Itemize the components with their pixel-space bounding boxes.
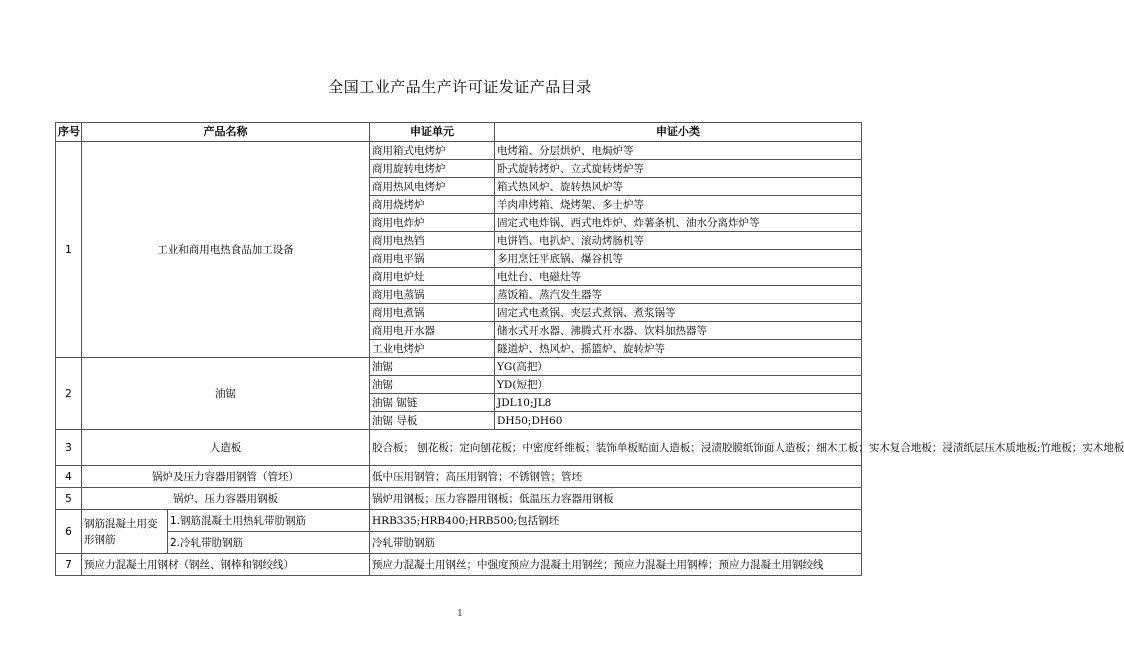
unit-cell: 商用烧烤炉 <box>370 196 495 214</box>
unit-cell: 商用电开水器 <box>370 322 495 340</box>
table-row <box>56 358 862 376</box>
subclass-cell: 电灶台、电磁灶等 <box>495 268 862 286</box>
unit-cell: 商用旋转电烤炉 <box>370 160 495 178</box>
table-row <box>56 466 862 488</box>
product-name-cell: 工业和商用电热食品加工设备 <box>82 142 370 358</box>
page-number: 1 <box>457 609 463 619</box>
unit-cell: 商用电蒸锅 <box>370 286 495 304</box>
table-row <box>56 554 862 576</box>
seq-cell: 1 <box>56 142 82 358</box>
unit-cell: 商用电热铛 <box>370 232 495 250</box>
subclass-cell: JDL10;JL8 <box>495 394 862 412</box>
subclass-cell: 低中压用钢管；高压用钢管；不锈钢管；管坯 <box>370 466 862 488</box>
product-name-cell: 油锯 <box>82 358 370 430</box>
subclass-cell: YD(短把） <box>495 376 862 394</box>
unit-cell: 油锯 <box>370 358 495 376</box>
subclass-cell: 冷轧带肋钢筋 <box>370 532 862 554</box>
sub-product-cell: 2.冷轧带肋钢筋 <box>168 532 370 554</box>
subclass-cell: 预应力混凝土用钢丝；中强度预应力混凝土用钢丝；预应力混凝土用钢棒；预应力混凝土用钢绞线 <box>370 554 862 576</box>
product-name-cell: 锅炉及压力容器用钢管（管坯） <box>82 466 370 488</box>
subclass-cell: 电烤箱、分层烘炉、电焗炉等 <box>495 142 862 160</box>
table-row <box>56 510 862 532</box>
subclass-cell: 胶合板； 刨花板；定向刨花板；中密度纤维板；装饰单板贴面人造板；浸渍胶膜纸饰面人造板；细木工板；实木复合地板；浸渍纸层压木质地板;竹地板；实木地板 <box>370 430 862 466</box>
subclass-cell: 隧道炉、热风炉、摇篮炉、旋转炉等 <box>495 340 862 358</box>
table-row <box>56 430 862 466</box>
seq-cell: 7 <box>56 554 82 576</box>
unit-cell: 工业电烤炉 <box>370 340 495 358</box>
subclass-cell: 卧式旋转烤炉、立式旋转烤炉等 <box>495 160 862 178</box>
table-row <box>56 488 862 510</box>
sub-product-cell: 1.钢筋混凝土用热轧带肋钢筋 <box>168 510 370 532</box>
subclass-cell: 箱式热风炉、旋转热风炉等 <box>495 178 862 196</box>
seq-cell: 5 <box>56 488 82 510</box>
unit-cell: 商用电炉灶 <box>370 268 495 286</box>
seq-cell: 6 <box>56 510 82 554</box>
unit-cell: 商用电煮锅 <box>370 304 495 322</box>
unit-cell: 商用电平锅 <box>370 250 495 268</box>
subclass-cell: HRB335;HRB400;HRB500;包括钢坯 <box>370 510 862 532</box>
table-row <box>56 142 862 160</box>
subclass-cell: YG(高把） <box>495 358 862 376</box>
product-name-cell: 人造板 <box>82 430 370 466</box>
table-row <box>56 532 862 554</box>
seq-cell: 3 <box>56 430 82 466</box>
page-title: 全国工业产品生产许可证发证产品目录 <box>328 78 592 96</box>
header-subclass: 申证小类 <box>495 123 862 142</box>
seq-cell: 2 <box>56 358 82 430</box>
product-catalog-table <box>55 122 1124 576</box>
subclass-cell: 电饼铛、电扒炉、滚动烤肠机等 <box>495 232 862 250</box>
subclass-cell: 蒸饭箱、蒸汽发生器等 <box>495 286 862 304</box>
header-product-name: 产品名称 <box>82 123 370 142</box>
seq-cell: 4 <box>56 466 82 488</box>
subclass-cell: 锅炉用钢板；压力容器用钢板；低温压力容器用钢板 <box>370 488 862 510</box>
unit-cell: 商用热风电烤炉 <box>370 178 495 196</box>
unit-cell: 油锯 导板 <box>370 412 495 430</box>
product-name-cell: 锅炉、压力容器用钢板 <box>82 488 370 510</box>
subclass-cell: 储水式开水器、沸腾式开水器、饮料加热器等 <box>495 322 862 340</box>
header-seq: 序号 <box>56 123 82 142</box>
subclass-cell: 羊肉串烤箱、烧烤架、多士炉等 <box>495 196 862 214</box>
unit-cell: 商用电炸炉 <box>370 214 495 232</box>
subclass-cell: DH50;DH60 <box>495 412 862 430</box>
unit-cell: 油锯 锯链 <box>370 394 495 412</box>
table-header-row <box>56 123 862 142</box>
product-name-cell: 预应力混凝土用钢材（钢丝、钢棒和钢绞线） <box>82 554 370 576</box>
unit-cell: 油锯 <box>370 376 495 394</box>
subclass-cell: 固定式电炸锅、西式电炸炉、炸薯条机、油水分离炸炉等 <box>495 214 862 232</box>
unit-cell: 商用箱式电烤炉 <box>370 142 495 160</box>
product-name-cell: 钢筋混凝土用变形钢筋 <box>82 510 168 554</box>
header-unit: 申证单元 <box>370 123 495 142</box>
subclass-cell: 多用烹饪平底锅、爆谷机等 <box>495 250 862 268</box>
subclass-cell: 固定式电煮锅、夹层式煮锅、煮浆锅等 <box>495 304 862 322</box>
